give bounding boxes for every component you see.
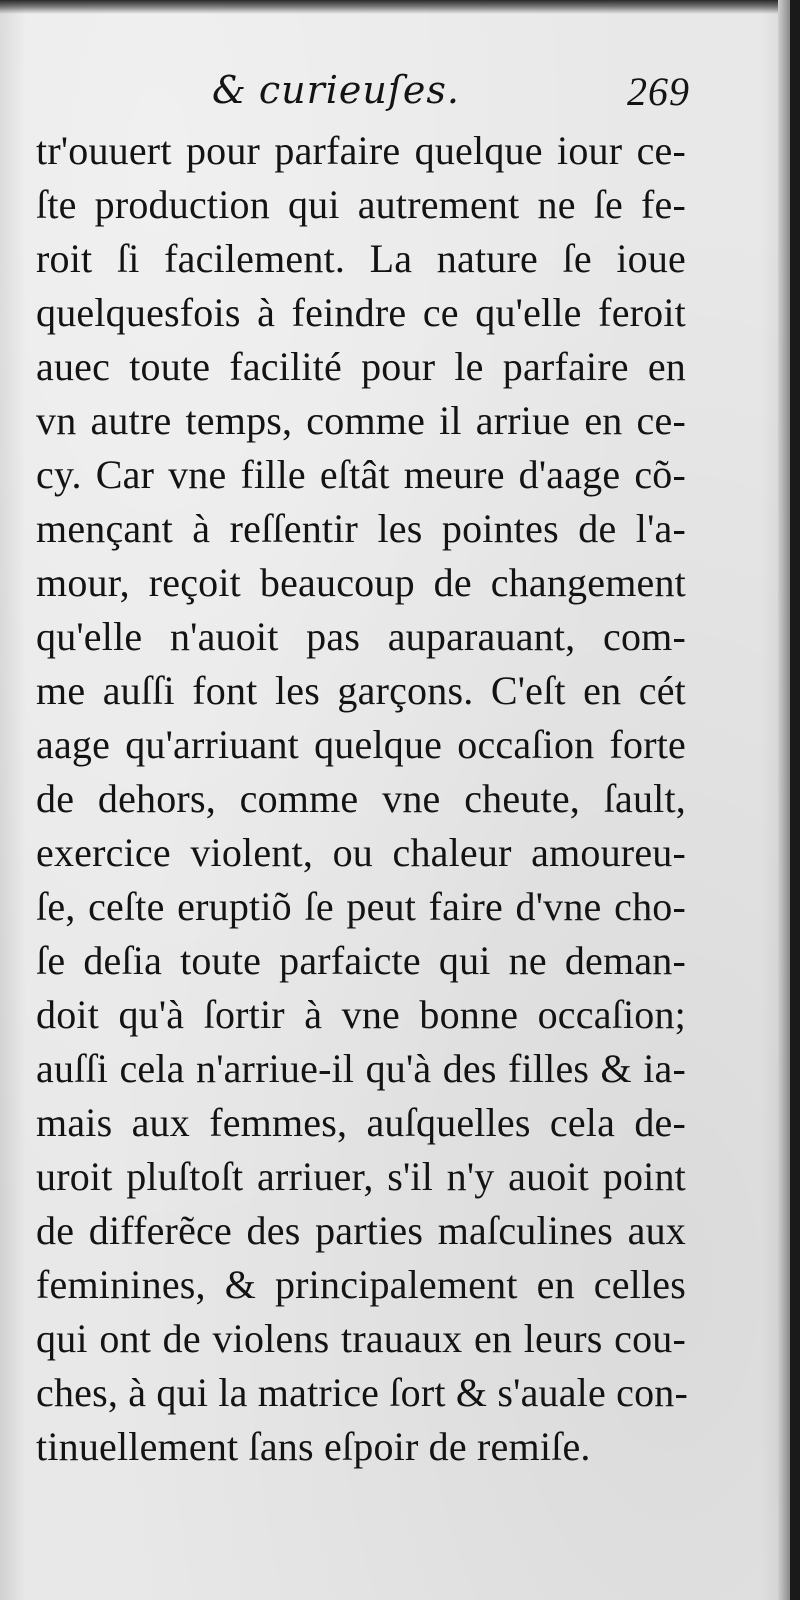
page-fore-edge xyxy=(778,0,790,1600)
text-line: me auſſi font les garçons. C'eſt en cét xyxy=(36,668,686,713)
text-line: uroit pluſtoſt arriuer, s'il n'y auoit point xyxy=(36,1154,686,1199)
text-line: exercice violent, ou chaleur amoureu- xyxy=(36,830,686,875)
top-edge-shadow xyxy=(0,0,790,14)
text-line: vn autre temps, comme il arriue en ce- xyxy=(36,398,686,443)
text-line: auſſi cela n'arriue-il qu'à des filles & ia- xyxy=(36,1046,686,1091)
text-line: feminines, & principalement en celles xyxy=(36,1262,686,1307)
text-line: de dehors, comme vne cheute, ſault, xyxy=(36,776,686,821)
text-line: mais aux femmes, auſquelles cela de- xyxy=(36,1100,686,1145)
text-line: auec toute facilité pour le parfaire en xyxy=(36,344,686,389)
text-line: ches, à qui la matrice ſort & s'auale con- xyxy=(36,1370,689,1415)
text-line: mençant à reſſentir les pointes de l'a- xyxy=(36,506,686,551)
text-line: ſe, ceſte eruptiõ ſe peut faire d'vne cho- xyxy=(36,884,686,929)
running-head-title: curieuſes. xyxy=(258,68,460,112)
text-line: qui ont de violens trauaux en leurs cou- xyxy=(36,1316,686,1361)
text-line: roit ſi facilement. La nature ſe ioue xyxy=(36,236,686,281)
text-line: ſe deſia toute parfaicte qui ne deman- xyxy=(36,938,686,983)
text-line: doit qu'à ſortir à vne bonne occaſion; xyxy=(36,992,686,1037)
running-head-ampersand: & xyxy=(212,68,247,112)
running-head xyxy=(212,68,460,112)
text-line: tr'ouuert pour parfaire quelque iour ce- xyxy=(36,128,686,173)
text-line: cy. Car vne fille eſtât meure d'aage cõ- xyxy=(36,452,686,497)
text-line: aage qu'arriuant quelque occaſion forte xyxy=(36,722,686,767)
page-header xyxy=(200,68,690,122)
text-line: quelquesfois à feindre ce qu'elle feroit xyxy=(36,290,686,335)
text-line-last: tinuellement ſans eſpoir de remiſe. xyxy=(36,1424,591,1469)
text-line: mour, reçoit beaucoup de changement xyxy=(36,560,686,605)
text-line: ſte production qui autrement ne ſe fe- xyxy=(36,182,686,227)
page-number: 269 xyxy=(627,69,690,114)
text-line: de differẽce des parties maſculines aux xyxy=(36,1208,686,1253)
text-line: qu'elle n'auoit pas auparauant, com- xyxy=(36,614,686,659)
body-text xyxy=(36,124,689,1474)
